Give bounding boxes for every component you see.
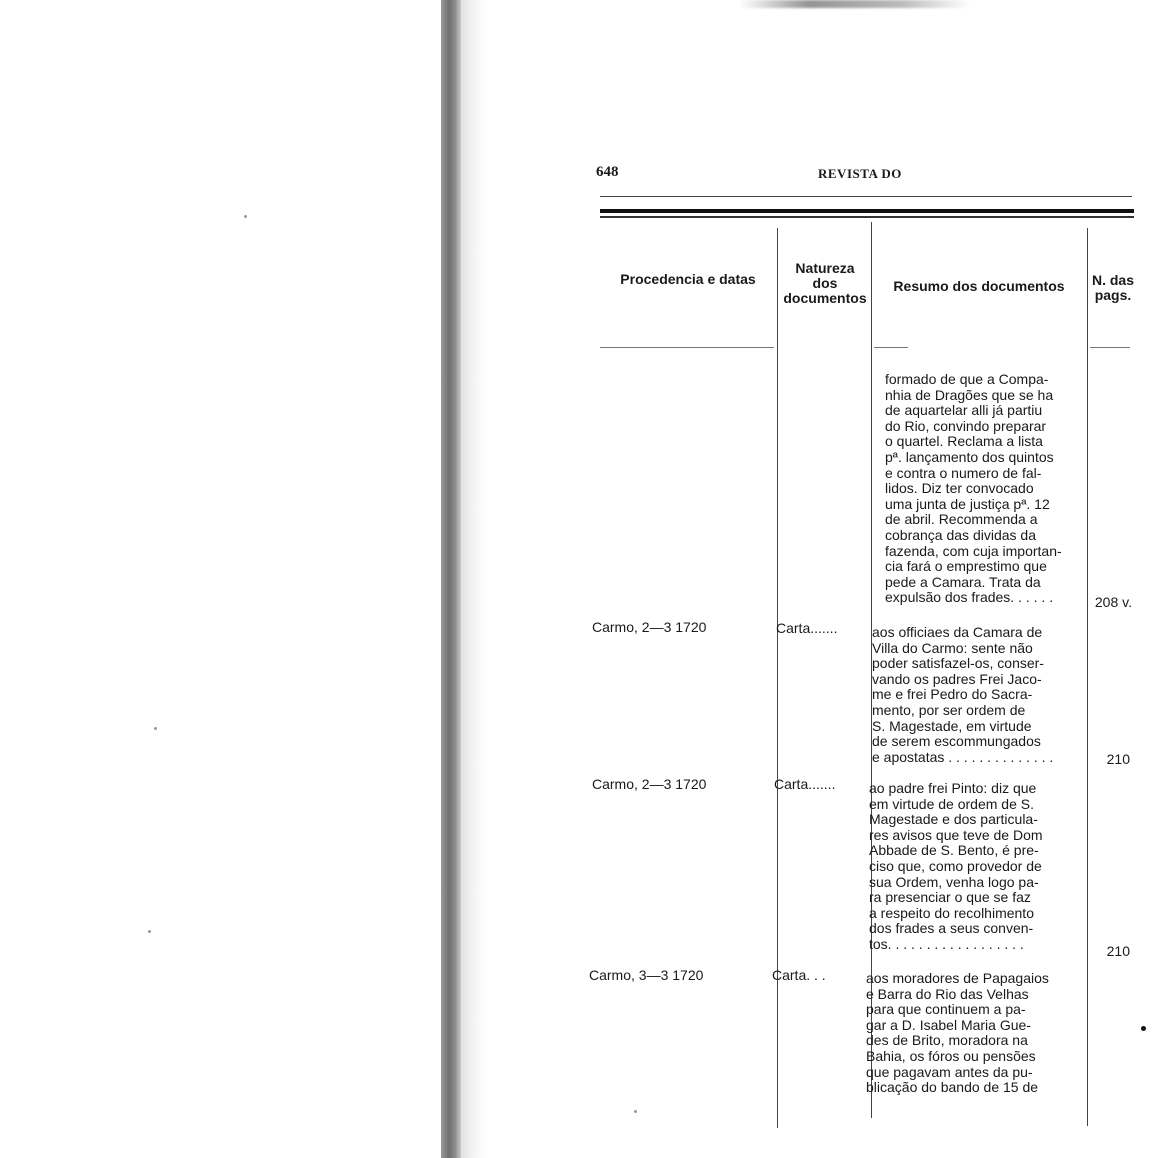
column-divider [1087, 228, 1088, 1126]
scan-speck [148, 930, 151, 933]
header-bottom-rule [874, 347, 908, 348]
column-header-nature: Natureza dos documentos [783, 260, 867, 306]
page-header [596, 160, 1136, 190]
table-top-rule-secondary [600, 216, 1134, 218]
column-header-pages: N. das pags. [1091, 272, 1134, 303]
binding-gutter [441, 0, 461, 1158]
row-origin: Carmo, 2—3 1720 [592, 776, 707, 792]
row-origin: Carmo, 2—3 1720 [592, 619, 707, 635]
row-summary: ao padre frei Pinto: diz que em virtude de ordem de S. Magestade e dos particula- res avisos que teve de Dom Abbade de S. Bento, é pre- ciso que, como provedor de sua Ordem, venha logo pa- ra presenciar o que se faz a respeito do recolhimento dos frades a seus conven- tos. . . . . . . . . . . . . . . . . . [869, 780, 1043, 952]
scan-speck [634, 1110, 637, 1113]
row-pages: 210 [1106, 751, 1130, 767]
scan-speck [154, 727, 157, 730]
column-divider [777, 228, 778, 1128]
header-bottom-rule [1090, 347, 1130, 348]
scan-speck [244, 215, 247, 218]
column-header-origin: Procedencia e datas [620, 271, 756, 287]
header-bottom-rule [600, 347, 774, 348]
row-summary: aos moradores de Papagaios e Barra do Rio das Velhas para que continuem a pa- gar a D. Isabel Maria Gue- des de Brito, moradora na Bahia, os fóros ou pensões que pagavam antes da pu- blicação do bando de 15 de [866, 970, 1049, 1096]
row-summary: formado de que a Compa- nhia de Dragões que se ha de aquartelar alli já partiu do Rio, convindo preparar o quartel. Reclama a lista pª. lançamento dos quintos e contra o numero de fal- lidos. Diz ter convocado uma junta de justiça pª. 12 de abril. Recommenda a cobrança das dividas da fazenda, com cuja importan- cia fará o emprestimo que pede a Camara. Trata da expulsão dos frades. . . . . . [885, 371, 1062, 606]
gutter-shadow [461, 0, 487, 1158]
scan-speck [1141, 1026, 1146, 1031]
page-number: 648 [596, 164, 619, 180]
column-header-summary: Resumo dos documentos [893, 278, 1065, 294]
row-pages: 210 [1106, 943, 1130, 959]
row-nature: Carta....... [776, 620, 838, 636]
running-title: REVISTA DO [818, 166, 902, 181]
row-nature: Carta. . . [772, 967, 826, 983]
row-nature: Carta....... [774, 776, 836, 792]
table-top-rule [600, 209, 1134, 213]
row-summary: aos officiaes da Camara de Villa do Carmo: sente não poder satisfazel-os, conser- vando os padres Frei Jaco- me e frei Pedro do Sacra- mento, por ser ordem de S. Magestade, em virtude de serem escommungados e apostatas . . . . . . . . . . . . . . [872, 624, 1054, 765]
header-rule [600, 196, 1132, 197]
row-pages: 208 v. [1094, 594, 1132, 610]
row-origin: Carmo, 3—3 1720 [589, 967, 704, 983]
scan-smudge [740, 0, 970, 8]
